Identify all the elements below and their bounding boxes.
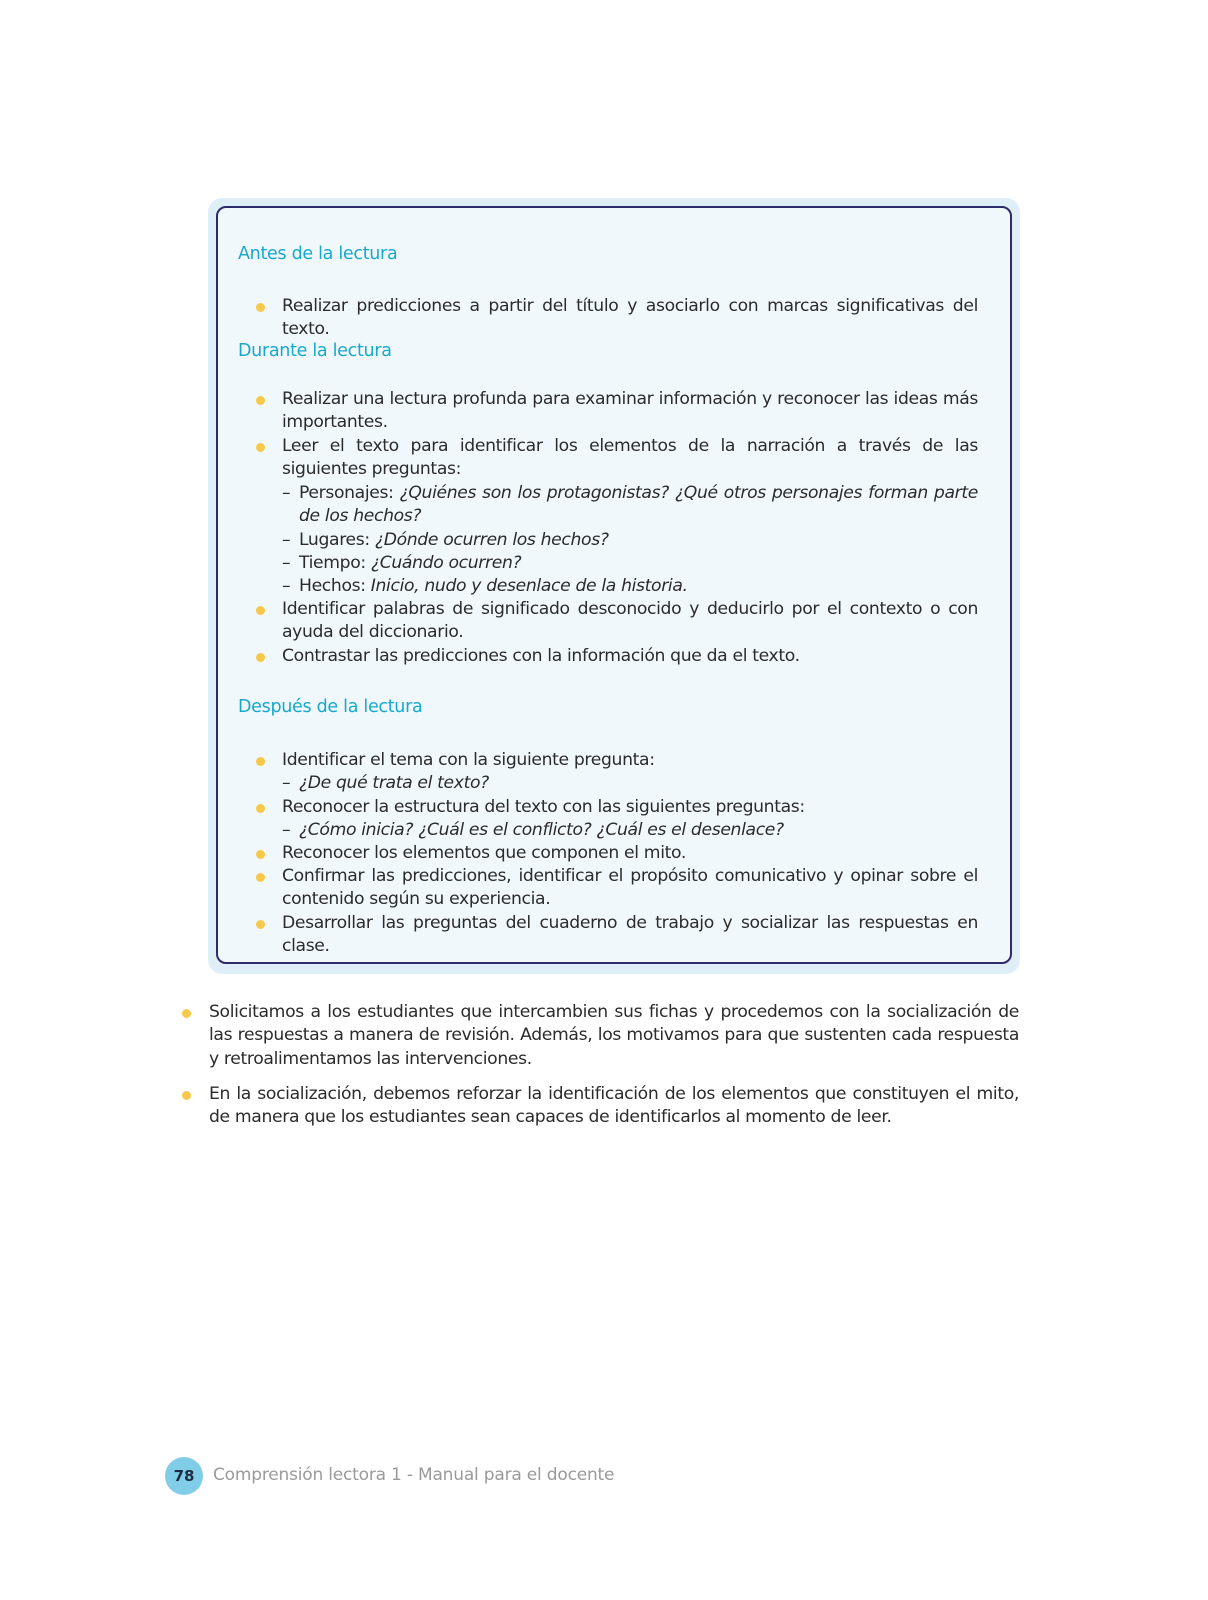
outer-list-item: En la socialización, debemos reforzar la identificación de los elementos que constituyen el mito, de manera que los estudiantes sean capaces de identificarlos al momento de leer. (209, 1083, 1019, 1130)
sub-item-tiempo: – Tiempo: ¿Cuándo ocurren? (282, 552, 978, 575)
dash-icon: – (282, 482, 291, 503)
sub-item-lugares: – Lugares: ¿Dónde ocurren los hechos? (282, 529, 978, 552)
outer-list-item: Solicitamos a los estudiantes que intercambien sus fichas y procedemos con la socialización de las respuestas a manera de revisión. Además, los motivamos para que sustenten cada respuesta y retroalimentamos las intervenciones. (209, 1001, 1019, 1071)
sub-item: – ¿De qué trata el texto? (282, 772, 978, 795)
sub-item-personajes: – Personajes: ¿Quiénes son los protagonistas? ¿Qué otros personajes forman parte de los hechos? (282, 482, 978, 527)
list-item: Reconocer la estructura del texto con las siguientes preguntas: – ¿Cómo inicia? ¿Cuál es el conflicto? ¿Cuál es el desenlace? (282, 796, 978, 843)
dash-icon: – (282, 576, 291, 597)
dash-icon: – (282, 820, 291, 841)
sub-item: – ¿Cómo inicia? ¿Cuál es el conflicto? ¿Cuál es el desenlace? (282, 819, 978, 842)
list-item: Realizar una lectura profunda para examinar información y reconocer las ideas más importantes. (282, 388, 978, 435)
dash-icon: – (282, 529, 291, 550)
bullet-icon (256, 443, 265, 452)
list-item: Leer el texto para identificar los elementos de la narración a través de las siguientes preguntas: – Personajes: ¿Quiénes son los protagonistas? ¿Qué otros personajes forman parte de los hechos? – Lugares: ¿Dónde ocurren los hechos? – Tiempo: ¿Cuándo ocurren? – Hechos: Inicio, nudo y desenlace de la historia. (282, 435, 978, 599)
list-item: Realizar predicciones a partir del título y asociarlo con marcas significativas del texto. (282, 295, 978, 342)
heading-despues: Después de la lectura (238, 697, 423, 717)
bullet-icon (256, 804, 265, 813)
bullet-icon (182, 1091, 191, 1100)
bullet-icon (256, 396, 265, 405)
dash-icon: – (282, 553, 291, 574)
dash-icon: – (282, 773, 291, 794)
bullet-icon (256, 850, 265, 859)
heading-durante: Durante la lectura (238, 341, 392, 361)
page-number: 78 (165, 1457, 203, 1495)
bullet-icon (256, 303, 265, 312)
footer-title: Comprensión lectora 1 - Manual para el docente (213, 1465, 615, 1485)
list-item: Identificar palabras de significado desconocido y deducirlo por el contexto o con ayuda del diccionario. (282, 598, 978, 645)
heading-antes: Antes de la lectura (238, 244, 398, 264)
bullet-icon (256, 653, 265, 662)
bullet-icon (182, 1009, 191, 1018)
list-item: Reconocer los elementos que componen el mito. (282, 842, 978, 865)
bullet-icon (256, 757, 265, 766)
list-item: Desarrollar las preguntas del cuaderno de trabajo y socializar las respuestas en clase. (282, 912, 978, 959)
bullet-icon (256, 606, 265, 615)
bullet-icon (256, 920, 265, 929)
list-item: Contrastar las predicciones con la información que da el texto. (282, 645, 978, 668)
bullet-icon (256, 873, 265, 882)
list-item: Identificar el tema con la siguiente pregunta: – ¿De qué trata el texto? (282, 749, 978, 796)
list-item: Confirmar las predicciones, identificar el propósito comunicativo y opinar sobre el contenido según su experiencia. (282, 865, 978, 912)
sub-item-hechos: – Hechos: Inicio, nudo y desenlace de la historia. (282, 575, 978, 598)
